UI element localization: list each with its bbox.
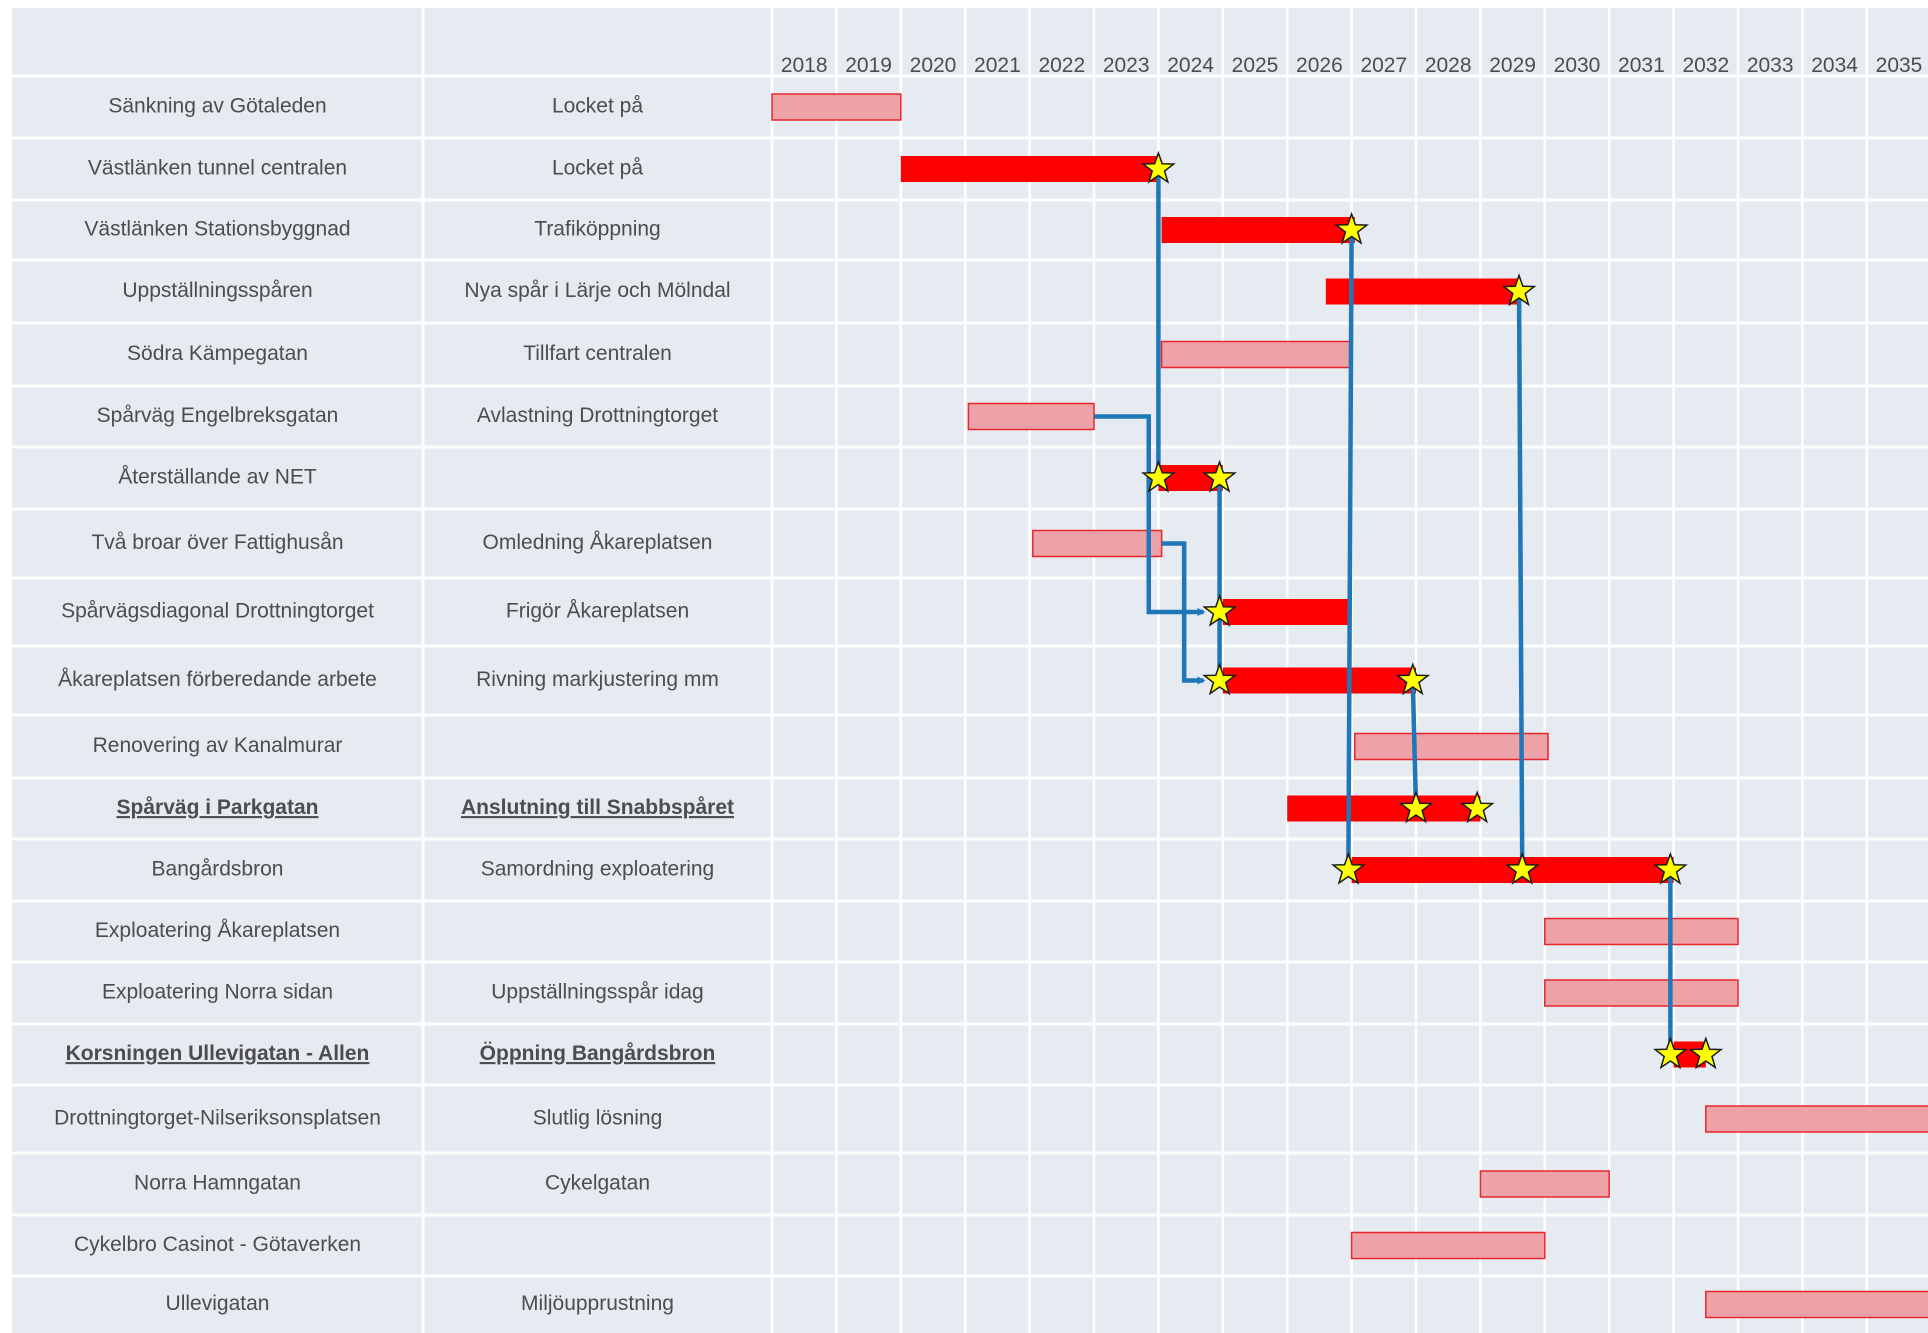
year-tick-label: 2022 — [1038, 54, 1086, 77]
task-label: Bangårdsbron — [151, 857, 284, 881]
task-label: Ullevigatan — [165, 1292, 270, 1316]
task-bar-light — [1480, 1171, 1609, 1197]
task-note: Slutlig lösning — [532, 1106, 663, 1130]
year-tick-label: 2029 — [1489, 54, 1536, 77]
task-label: Spårväg i Parkgatan — [116, 796, 319, 820]
task-bar-light — [1706, 1106, 1928, 1132]
task-bar-light — [1545, 919, 1738, 945]
year-tick-label: 2024 — [1167, 54, 1214, 77]
task-note: Samordning exploatering — [480, 857, 715, 881]
year-tick-label: 2028 — [1424, 54, 1472, 77]
year-tick-label: 2026 — [1296, 54, 1343, 77]
year-tick-label: 2021 — [974, 54, 1021, 77]
task-note: Locket på — [551, 156, 644, 180]
year-tick-label: 2020 — [909, 54, 957, 77]
task-label: Återställande av NET — [118, 465, 317, 489]
task-bar-light — [1162, 342, 1352, 368]
task-bar-light — [1355, 734, 1548, 760]
task-bar-solid — [1326, 279, 1519, 305]
task-note: Miljöupprustning — [521, 1292, 674, 1316]
year-tick-label: 2035 — [1875, 54, 1923, 77]
task-label: Norra Hamngatan — [134, 1171, 301, 1195]
year-tick-label: 2033 — [1746, 54, 1794, 77]
task-label: Cykelbro Casinot - Götaverken — [73, 1233, 362, 1257]
task-bar-light — [1033, 531, 1162, 557]
task-bar-solid — [901, 156, 1159, 182]
task-note: Frigör Åkareplatsen — [505, 599, 690, 623]
task-note: Tillfart centralen — [523, 342, 672, 366]
task-bar-light — [1706, 1292, 1928, 1318]
task-label: Södra Kämpegatan — [127, 342, 308, 366]
year-tick-label: 2032 — [1682, 54, 1730, 77]
task-bar-solid — [1223, 599, 1352, 625]
task-note: Avlastning Drottningtorget — [476, 404, 719, 428]
year-tick-label: 2023 — [1102, 54, 1150, 77]
task-bar-solid — [1223, 668, 1416, 694]
task-label: Korsningen Ullevigatan - Allen — [65, 1042, 370, 1066]
task-note: Anslutning till Snabbspåret — [460, 796, 735, 820]
task-note: Uppställningsspår idag — [491, 980, 704, 1004]
task-bar-light — [1545, 980, 1738, 1006]
year-tick-label: 2027 — [1360, 54, 1408, 77]
year-tick-label: 2031 — [1618, 54, 1665, 77]
year-tick-label: 2018 — [780, 54, 828, 77]
task-label: Exploatering Åkareplatsen — [94, 919, 341, 943]
task-label: Drottningtorget-Nilseriksonsplatsen — [54, 1106, 381, 1130]
task-bar-solid — [1287, 796, 1480, 822]
task-label: Västlänken tunnel centralen — [87, 156, 348, 180]
task-note: Rivning markjustering mm — [476, 668, 719, 692]
task-label: Exploatering Norra sidan — [101, 980, 334, 1004]
task-label: Åkareplatsen förberedande arbete — [58, 668, 377, 692]
task-label: Västlänken Stationsbyggnad — [84, 217, 351, 241]
task-bar-light — [1352, 1233, 1545, 1259]
task-note: Locket på — [551, 94, 644, 118]
task-note: Omledning Åkareplatsen — [482, 531, 713, 555]
task-bar-solid — [1162, 217, 1355, 243]
task-label: Renovering av Kanalmurar — [92, 734, 343, 758]
task-note: Trafiköppning — [534, 217, 661, 241]
task-note: Öppning Bangårdsbron — [479, 1042, 716, 1066]
task-bar-light — [772, 94, 901, 120]
task-label: Uppställningsspåren — [122, 279, 313, 303]
year-tick-label: 2034 — [1811, 54, 1858, 77]
task-label: Sänkning av Götaleden — [108, 94, 327, 118]
task-bar-light — [968, 404, 1094, 430]
task-note: Nya spår i Lärje och Mölndal — [464, 279, 731, 303]
task-note: Cykelgatan — [544, 1171, 651, 1195]
year-tick-label: 2030 — [1553, 54, 1601, 77]
year-tick-label: 2019 — [845, 54, 892, 77]
task-label: Spårvägsdiagonal Drottningtorget — [61, 599, 374, 623]
task-label: Spårväg Engelbreksgatan — [96, 404, 339, 428]
year-tick-label: 2025 — [1231, 54, 1279, 77]
task-label: Två broar över Fattighusån — [91, 531, 344, 555]
